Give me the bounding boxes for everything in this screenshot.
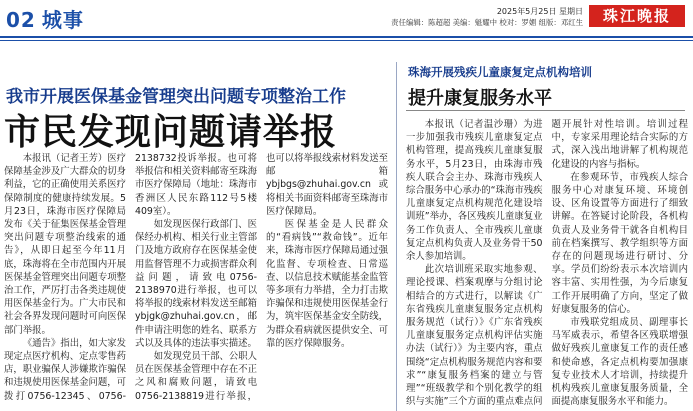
- article-paragraph: 如发现医保行政部门、医保经办机构、相关行业主管部门及地方政府存在医保基金使用监督管理不力或损害群众利益问题，请致电0756-2138970进行举报，也可以将举报的线索材料发送至邮箱 ybjgk@zhuhai.gov.cn，邮件申请注明您的姓名、联系方式以及具体的违法事实描述。: [135, 219, 257, 349]
- article-kicker: 珠海开展残疾儿童康复定点机构培训: [408, 65, 592, 79]
- headline-rule: [406, 110, 685, 111]
- article-paragraph: 《通告》指出，如大家发现定点医疗机构、定点零售药店，职业骗保人涉嫌欺诈骗保和违规使用医保基金问题，可拨打0756-12345、0756-2138732投诉举报。也可将举报信和相关资料邮寄至珠海市医疗保障局（地址：珠海市香洲区人民东路112号5楼409室）。: [4, 153, 257, 402]
- article-paragraph: 医保基金是人民群众的“看病钱”“救命钱”。近年来，珠海市医疗保障局通过强化监督、专项检查、日常巡查、以信息技术赋能基金监管等多项有力举措，全力打击欺诈骗保和违规使用医保基金行为，筑牢医保基金安全防线，为群众看病就医提供安全、可靠的医疗保障服务。: [266, 219, 388, 349]
- header-rule: [0, 36, 693, 38]
- article-body: [406, 118, 688, 410]
- article-paragraph: 市残联党组成员、副理事长马军威表示，希望各区残联增强做好残疾儿童康复工作的责任感和使命感，各定点机构要加强康复专业技术人才培训，持续提升机构残疾儿童康复服务质量，全面提高康复服务水平和能力。: [551, 317, 688, 408]
- page-header: [0, 0, 693, 40]
- editorial-credits: 责任编辑：陈超超 美编：魁耀中 校对：罗媚 组版：邓红生: [391, 18, 583, 27]
- article-headline: 提升康复服务水平: [408, 88, 552, 109]
- newspaper-logo: 珠江晚报: [589, 5, 685, 27]
- article-body: [4, 152, 388, 410]
- article-headline: 市民发现问题请举报: [4, 112, 338, 153]
- issue-date: 2025年5月25日 星期日: [496, 7, 583, 16]
- dateline: [391, 6, 583, 28]
- section-name: 城事: [41, 8, 84, 32]
- article-paragraph: 本报讯（记者温沙珊）为进一步加强我市残疾儿童康复定点机构管理，提高残疾儿童康复服务水平，5月23日，由珠海市残疾人联合会主办、珠海市残疾人综合服务中心承办的“珠海市残疾儿童康复定点机构规范化建设培训班”举办，各区残疾儿童康复业务工作负责人、全市残疾儿童康复定点机构负责人及业务骨干50余人参加培训。: [406, 119, 543, 263]
- section-title: [6, 4, 84, 33]
- article-medical-insurance: [0, 82, 392, 411]
- article-rehab-training: [402, 62, 689, 411]
- article-kicker: 我市开展医保基金管理突出问题专项整治工作: [6, 87, 346, 107]
- section-number: 02: [6, 8, 36, 32]
- article-paragraph: 本报讯（记者王芳）医疗保障基金涉及广大群众的切身利益，它的正确使用关系医疗保障制度的健康持续发展。5月23日，珠海市医疗保障局发布《关于征集医保基金管理突出问题专项整治线索的通告》，从即日起至今年11月底，珠海将在全市范围内开展医保基金管理突出问题专项整治工作，严厉打击各类违规使用医保基金行为。广大市民和社会各界发现问题时可向医保部门举报。: [4, 153, 126, 336]
- column-divider: [396, 62, 397, 411]
- article-paragraph: 如发现党员干部、公职人员在医保基金管理中存在不正之风和腐败问题，请致电0756-2138819进行举报，也可以将举报线索材料发送至邮箱 ybjbgs@zhuhai.gov.cn 或将相关书面资料邮寄至珠海市医疗保障局。: [135, 153, 388, 402]
- header-rule-thin: [0, 40, 693, 41]
- article-paragraph: 在参观环节，市残疾人综合服务中心对康复环境、环境创设、区角设置等方面进行了细致讲解。在答疑讨论阶段，各机构负责人及业务骨干就各自机构目前在档案撰写、教学组织等方面存在的问题现场进行研讨、分享。学员们纷纷表示本次培训内容丰富、实用性强，为今后康复工作开展明确了方向，坚定了做好康复服务的信心。: [551, 171, 688, 315]
- article-paragraph: 此次培训班采取实地参观、理论授课、档案观摩与分组讨论相结合的方式进行，以解读《广东省残疾儿童康复服务定点机构服务规范（试行）》《广东省残疾儿童康复服务定点机构评估实施办法（试行）》为主要内容，重点围绕“定点机构服务规范内容和要求”“康复服务档案的建立与管理”“班级教学和个别化教学的组织与实施”三个方面的重点难点问题开展针对性培训。培训过程中，专家采用理论结合实际的方式，深入浅出地讲解了机构规范化建设的内容与指标。: [406, 119, 688, 408]
